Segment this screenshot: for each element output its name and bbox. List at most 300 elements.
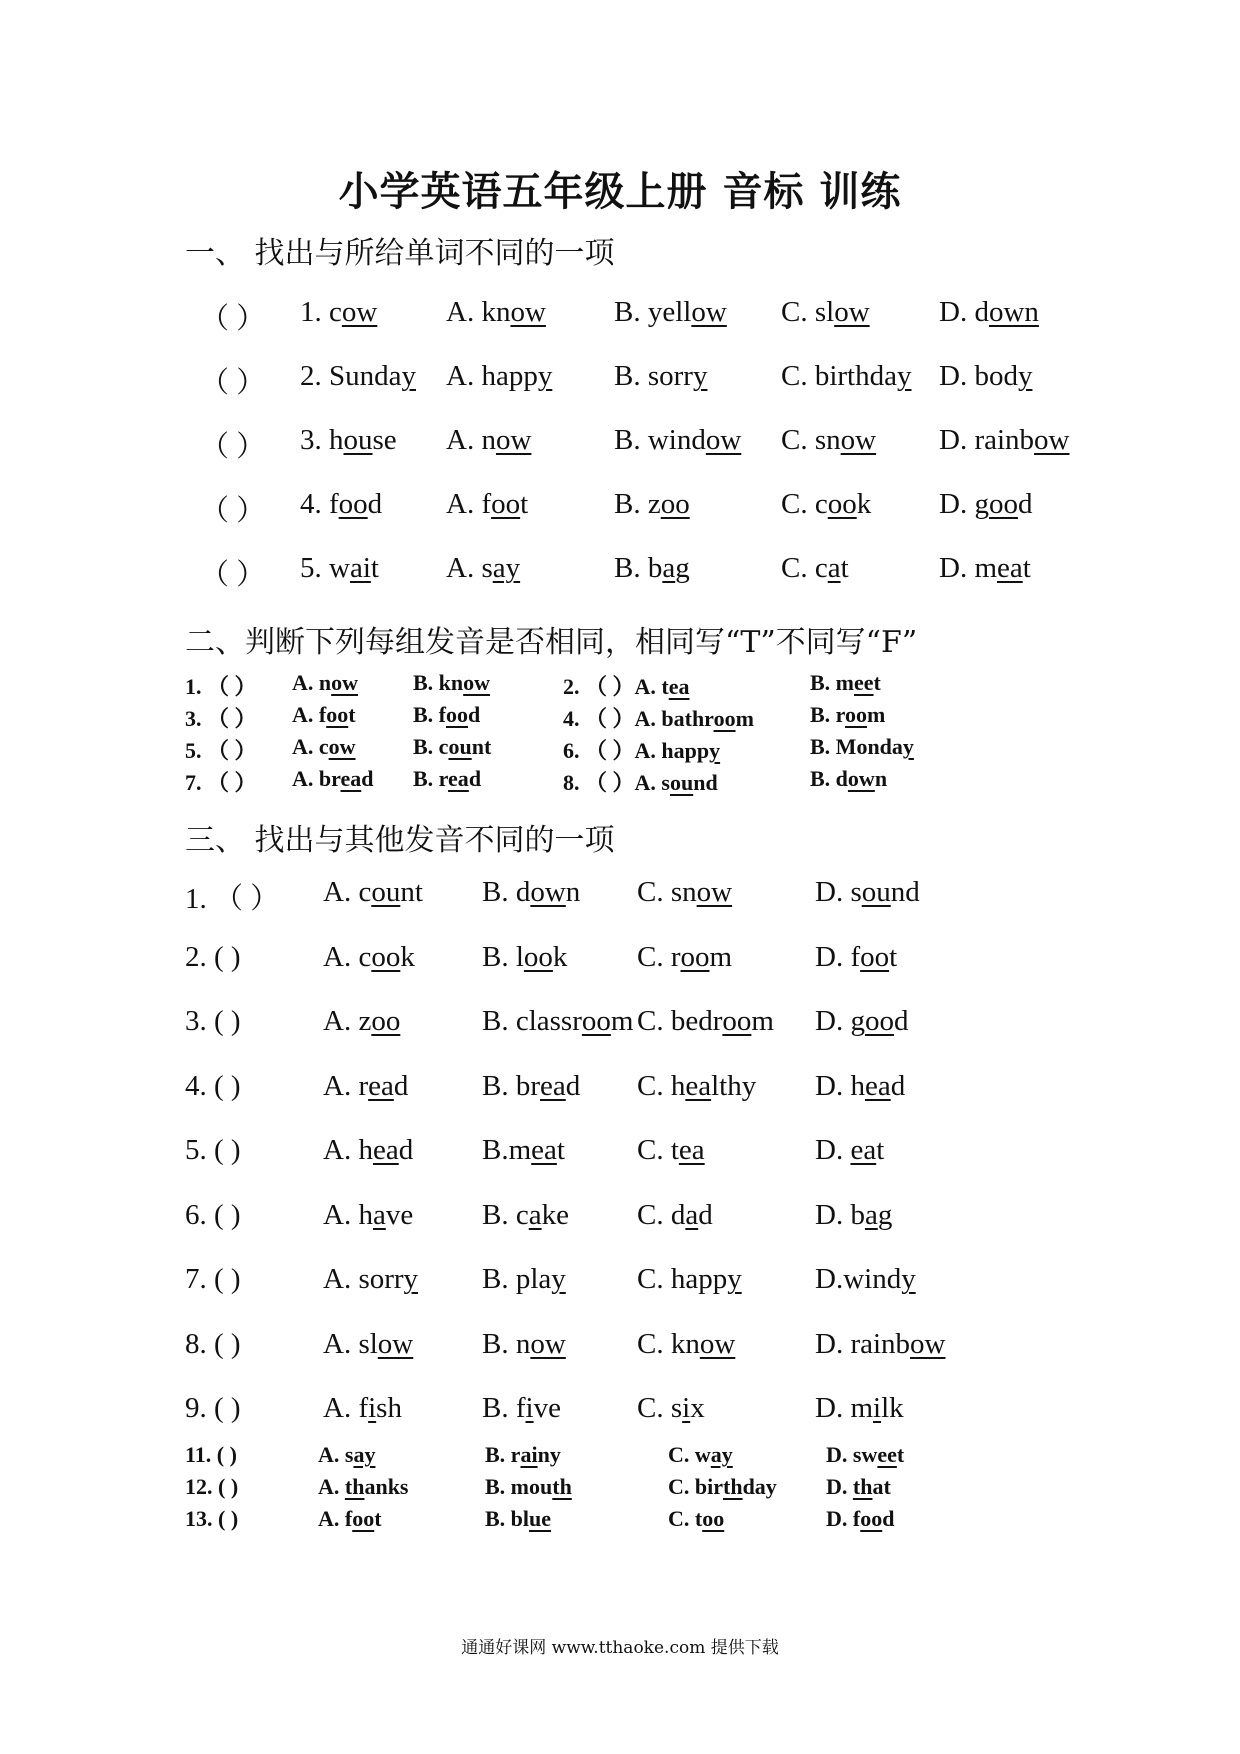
underlined-letters: ow bbox=[1034, 424, 1070, 456]
question-number bbox=[185, 1506, 238, 1532]
underlined-letters: y bbox=[727, 1263, 742, 1295]
underlined-letters: ou bbox=[861, 876, 891, 908]
option-word bbox=[292, 702, 356, 728]
option-word bbox=[668, 1506, 724, 1532]
underlined-letters: ue bbox=[529, 1506, 552, 1531]
word-prefix: A. c bbox=[323, 940, 372, 973]
underlined-letters: oo bbox=[326, 702, 349, 727]
word-suffix: k bbox=[400, 940, 415, 973]
word-prefix: 2. ( ) bbox=[185, 940, 241, 973]
word-prefix: D. bod bbox=[939, 360, 1018, 392]
word-prefix: D.wind bbox=[815, 1263, 902, 1295]
word-suffix: d bbox=[565, 1069, 581, 1102]
word-suffix: m bbox=[867, 702, 886, 727]
word-suffix: m bbox=[735, 706, 754, 731]
underlined-letters: a bbox=[528, 1198, 542, 1231]
word-prefix: 7. ( ) bbox=[185, 1263, 241, 1295]
underlined-letters: ai bbox=[520, 1442, 538, 1467]
option-word bbox=[815, 1070, 905, 1103]
word-suffix: d bbox=[468, 766, 482, 791]
option-word bbox=[781, 488, 871, 521]
word-suffix: ve bbox=[533, 1392, 561, 1424]
word-prefix: B. b bbox=[614, 552, 663, 584]
word-prefix: D. d bbox=[939, 296, 989, 328]
word-prefix: C. sn bbox=[637, 876, 697, 908]
underlined-letters: i bbox=[525, 1392, 534, 1424]
underlined-letters: ea bbox=[540, 1069, 566, 1102]
underlined-letters: ow bbox=[463, 670, 491, 695]
word-prefix: 3. ( ) bbox=[185, 1005, 241, 1037]
option-word bbox=[482, 1392, 561, 1425]
word-suffix: k bbox=[552, 940, 568, 973]
word-prefix: B. f bbox=[482, 1392, 526, 1424]
option-word bbox=[668, 1474, 777, 1500]
question-number bbox=[185, 1199, 241, 1232]
word-prefix: B. wind bbox=[614, 424, 706, 456]
underlined-letters: y bbox=[897, 360, 912, 392]
word-prefix: B. f bbox=[413, 702, 446, 727]
underlined-letters: y bbox=[403, 1263, 419, 1295]
underlined-letters: ea bbox=[678, 1134, 705, 1166]
option-word bbox=[446, 296, 546, 329]
option-word bbox=[810, 734, 914, 760]
word-prefix: 12. ( ) bbox=[185, 1474, 239, 1499]
underlined-letters: ow bbox=[530, 1327, 566, 1360]
underlined-letters: oo bbox=[581, 1005, 611, 1037]
option-word bbox=[637, 876, 732, 909]
word-prefix: B. Monda bbox=[810, 734, 903, 759]
underlined-letters: ow bbox=[510, 296, 546, 328]
question-number bbox=[185, 1474, 238, 1500]
word-prefix: D. m bbox=[815, 1392, 873, 1424]
option-word bbox=[810, 702, 885, 728]
underlined-letters: a bbox=[685, 1198, 699, 1231]
footer-credit: 通通好课网 www.tthaoke.com 提供下载 bbox=[461, 1638, 779, 1658]
word-prefix: C. h bbox=[637, 1069, 686, 1102]
underlined-letters: ow bbox=[847, 766, 875, 791]
underlined-letters: ow bbox=[328, 734, 356, 759]
underlined-letters: ea bbox=[531, 1134, 557, 1166]
word-suffix: t bbox=[889, 940, 898, 973]
word-prefix: 4. （ ）A. bathr bbox=[563, 706, 714, 731]
word-suffix: se bbox=[372, 424, 397, 456]
word-prefix: 1. c bbox=[300, 296, 342, 328]
option-word bbox=[413, 734, 491, 760]
underlined-letters: a bbox=[827, 552, 841, 584]
option-word bbox=[939, 552, 1031, 585]
underlined-letters: ee bbox=[877, 1442, 897, 1467]
underlined-letters: y bbox=[1017, 360, 1033, 392]
option-word bbox=[815, 1134, 884, 1167]
option-word bbox=[413, 702, 480, 728]
option-word bbox=[482, 941, 567, 974]
option-word bbox=[485, 1474, 572, 1500]
underlined-letters: ea bbox=[368, 1069, 394, 1102]
word-prefix: C. bir bbox=[668, 1474, 723, 1499]
word-prefix: 8. ( ) bbox=[185, 1327, 241, 1360]
underlined-letters: ow bbox=[331, 670, 359, 695]
word-prefix: D. f bbox=[826, 1506, 861, 1531]
underlined-letters: ea bbox=[448, 766, 469, 791]
underlined-letters: ow bbox=[530, 876, 566, 908]
underlined-letters: i bbox=[873, 1392, 882, 1424]
underlined-letters: ow bbox=[377, 1327, 414, 1360]
underlined-letters: a bbox=[372, 1198, 386, 1231]
word-prefix: D. rainb bbox=[939, 424, 1035, 456]
underlined-letters: ea bbox=[340, 766, 362, 791]
underlined-letters: ou bbox=[371, 876, 401, 908]
underlined-letters: ea bbox=[997, 552, 1023, 584]
underlined-letters: y bbox=[551, 1263, 566, 1295]
option-word bbox=[939, 296, 1039, 329]
word-suffix: m bbox=[610, 1005, 634, 1037]
word-suffix: d bbox=[893, 1005, 909, 1037]
underlined-letters: oo bbox=[338, 488, 368, 520]
word-prefix: （ ） bbox=[200, 367, 266, 399]
word-prefix: B. c bbox=[482, 1198, 529, 1231]
page-title: 小学英语五年级上册 音标 训练 bbox=[338, 168, 902, 215]
word-prefix: B. l bbox=[482, 940, 524, 973]
section-3-heading: 三、 找出与其他发音不同的一项 bbox=[185, 823, 615, 858]
underlined-letters: i bbox=[682, 1392, 691, 1424]
word-prefix: B. z bbox=[614, 488, 661, 520]
option-word bbox=[826, 1474, 891, 1500]
option-word bbox=[482, 1005, 633, 1038]
underlined-letters: i bbox=[368, 1392, 377, 1424]
word-prefix: D. g bbox=[815, 1005, 865, 1037]
option-word bbox=[939, 488, 1032, 521]
option-word bbox=[563, 670, 689, 701]
word-prefix: D. bbox=[826, 1474, 853, 1499]
word-prefix: B. r bbox=[413, 766, 449, 791]
option-word bbox=[614, 424, 741, 457]
underlined-letters: oo bbox=[491, 488, 521, 520]
option-word bbox=[323, 1199, 413, 1232]
option-word bbox=[563, 734, 720, 765]
word-prefix: B. bl bbox=[485, 1506, 530, 1531]
word-prefix: B. mou bbox=[485, 1474, 553, 1499]
option-word bbox=[482, 876, 580, 909]
word-prefix: B. yell bbox=[614, 296, 692, 328]
question-number bbox=[185, 670, 257, 701]
word-prefix: A. h bbox=[323, 1134, 373, 1166]
underlined-letters: y bbox=[901, 1263, 916, 1295]
word-prefix: A. c bbox=[323, 876, 372, 908]
word-prefix: 4. ( ) bbox=[185, 1069, 241, 1102]
word-suffix: lk bbox=[881, 1392, 904, 1424]
underlined-letters: ou bbox=[343, 424, 373, 456]
option-word bbox=[810, 766, 887, 792]
option-word bbox=[292, 734, 356, 760]
question-number bbox=[185, 1328, 241, 1361]
underlined-letters: oo bbox=[680, 940, 710, 973]
word-prefix: （ ） bbox=[200, 303, 266, 335]
option-word bbox=[292, 670, 358, 696]
word-suffix: d bbox=[882, 1506, 895, 1531]
option-word bbox=[323, 1070, 408, 1103]
word-prefix: B. r bbox=[485, 1442, 521, 1467]
underlined-letters: oo bbox=[860, 1506, 883, 1531]
underlined-letters: own bbox=[988, 296, 1039, 328]
option-word bbox=[446, 424, 531, 457]
word-prefix: A. kn bbox=[446, 296, 511, 328]
section-1-heading: 一、 找出与所给单词不同的一项 bbox=[185, 236, 615, 271]
option-word bbox=[413, 766, 481, 792]
word-prefix: 7. （ ） bbox=[185, 770, 257, 795]
option-word bbox=[413, 670, 490, 696]
word-prefix: C. s bbox=[637, 1392, 683, 1424]
word-prefix: C. birthda bbox=[781, 360, 897, 392]
word-prefix: A. n bbox=[292, 670, 332, 695]
option-word bbox=[482, 1199, 569, 1232]
question-number bbox=[200, 552, 265, 593]
underlined-letters: oo bbox=[371, 1005, 401, 1037]
option-word bbox=[323, 1328, 413, 1361]
question-number bbox=[200, 424, 265, 465]
word-prefix: B. r bbox=[810, 702, 846, 727]
word-suffix: d bbox=[468, 702, 481, 727]
option-word bbox=[323, 1392, 402, 1425]
word-suffix: m bbox=[709, 940, 733, 973]
option-word bbox=[939, 424, 1069, 457]
question-number bbox=[185, 1134, 241, 1167]
option-word bbox=[637, 941, 732, 974]
word-prefix: 4. f bbox=[300, 488, 339, 520]
underlined-letters: ea bbox=[668, 674, 690, 699]
word-suffix: ve bbox=[385, 1198, 414, 1231]
word-suffix: t bbox=[374, 1506, 382, 1531]
question-number bbox=[200, 296, 265, 337]
word-prefix: D. rainb bbox=[815, 1327, 911, 1360]
question-number bbox=[185, 876, 279, 917]
word-prefix: D. b bbox=[815, 1198, 865, 1231]
word-suffix: nt bbox=[471, 734, 492, 759]
word-suffix: ke bbox=[541, 1198, 569, 1231]
word-prefix: C. t bbox=[637, 1134, 679, 1166]
option-word bbox=[318, 1474, 409, 1500]
word-prefix: A. s bbox=[318, 1442, 354, 1467]
option-word bbox=[482, 1263, 566, 1296]
word-suffix: nd bbox=[890, 876, 920, 908]
question-number bbox=[185, 766, 257, 797]
word-prefix: C. c bbox=[781, 552, 828, 584]
underlined-letters: ou bbox=[448, 734, 472, 759]
underlined-letters: oo bbox=[523, 940, 553, 973]
underlined-letters: ay bbox=[710, 1442, 733, 1467]
option-word bbox=[614, 296, 727, 329]
underlined-letters: th bbox=[723, 1474, 743, 1499]
word-suffix: d bbox=[367, 488, 383, 520]
word-prefix: A. n bbox=[446, 424, 496, 456]
word-prefix: D. s bbox=[815, 876, 862, 908]
word-suffix: k bbox=[856, 488, 872, 520]
word-prefix: A. c bbox=[292, 734, 329, 759]
underlined-letters: y bbox=[692, 360, 708, 392]
underlined-letters: oo bbox=[446, 702, 468, 727]
word-prefix: 1. （ ） bbox=[185, 674, 257, 699]
word-suffix: t bbox=[370, 552, 379, 584]
option-word bbox=[668, 1442, 733, 1468]
underlined-letters: oo bbox=[371, 940, 401, 973]
underlined-letters: ow bbox=[699, 1327, 736, 1360]
word-prefix: B. kn bbox=[413, 670, 464, 695]
question-number bbox=[185, 1392, 241, 1425]
underlined-letters: ou bbox=[669, 770, 694, 795]
underlined-letters: ay bbox=[492, 552, 521, 584]
word-prefix: 6. （ ）A. happ bbox=[563, 738, 710, 763]
option-word bbox=[482, 1134, 565, 1167]
option-word bbox=[614, 488, 690, 521]
underlined-letters: y bbox=[902, 734, 914, 759]
word-prefix: C. c bbox=[781, 488, 828, 520]
word-suffix: day bbox=[742, 1474, 777, 1499]
option-word bbox=[614, 552, 690, 585]
word-suffix: t bbox=[876, 1134, 885, 1166]
word-prefix: A. sl bbox=[323, 1327, 378, 1360]
option-word bbox=[781, 552, 849, 585]
question-number bbox=[185, 1070, 241, 1103]
underlined-letters: ow bbox=[341, 296, 378, 328]
option-word bbox=[781, 296, 870, 329]
option-word bbox=[826, 1506, 894, 1532]
option-word bbox=[815, 1328, 945, 1361]
word-suffix: ny bbox=[537, 1442, 561, 1467]
underlined-letters: ea bbox=[372, 1134, 399, 1166]
word-prefix: 5. w bbox=[300, 552, 350, 584]
section-2-heading: 二、判断下列每组发音是否相同，相同写“T”不同写“F” bbox=[185, 625, 918, 660]
word-prefix: C. kn bbox=[637, 1327, 700, 1360]
word-prefix: C. d bbox=[637, 1198, 686, 1231]
question-number bbox=[200, 488, 265, 529]
option-word bbox=[323, 1263, 418, 1296]
word-prefix: A. h bbox=[323, 1198, 373, 1231]
word-suffix: x bbox=[690, 1392, 705, 1424]
word-prefix: 8. （ ）A. s bbox=[563, 770, 670, 795]
word-suffix: t bbox=[1022, 552, 1031, 584]
word-suffix: d bbox=[1017, 488, 1033, 520]
word-prefix: 5. ( ) bbox=[185, 1134, 241, 1166]
option-word bbox=[318, 1506, 382, 1532]
word-prefix: B. br bbox=[482, 1069, 540, 1102]
underlined-letters: ea bbox=[850, 1134, 877, 1166]
underlined-letters: th bbox=[344, 1474, 365, 1499]
underlined-letters: a bbox=[864, 1198, 878, 1231]
word-suffix: n bbox=[874, 766, 888, 791]
underlined-letters: ee bbox=[854, 670, 874, 695]
word-prefix: A. br bbox=[292, 766, 341, 791]
underlined-letters: oo bbox=[660, 488, 690, 520]
option-word bbox=[318, 1442, 375, 1468]
word-prefix: 3. （ ） bbox=[185, 706, 257, 731]
underlined-letters: th bbox=[852, 1474, 873, 1499]
option-word bbox=[323, 1134, 413, 1167]
word-prefix: （ ） bbox=[200, 559, 266, 591]
option-word bbox=[637, 1328, 735, 1361]
option-word bbox=[446, 488, 528, 521]
word-prefix: B. c bbox=[413, 734, 449, 759]
option-word bbox=[815, 876, 920, 909]
underlined-letters: oo bbox=[860, 940, 890, 973]
word-suffix: t bbox=[348, 702, 356, 727]
word-prefix: A. f bbox=[446, 488, 492, 520]
option-word bbox=[939, 360, 1032, 393]
word-suffix: d bbox=[361, 766, 374, 791]
word-prefix: C. t bbox=[668, 1506, 703, 1531]
option-word bbox=[614, 360, 707, 393]
word-suffix: sh bbox=[376, 1392, 402, 1424]
option-word bbox=[300, 488, 382, 521]
word-prefix: B. pla bbox=[482, 1263, 552, 1295]
word-prefix: C. r bbox=[637, 940, 681, 973]
word-prefix: A. r bbox=[323, 1069, 369, 1102]
underlined-letters: oo bbox=[722, 1005, 752, 1037]
question-number bbox=[185, 702, 257, 733]
option-word bbox=[637, 1199, 713, 1232]
underlined-letters: ai bbox=[349, 552, 371, 584]
word-suffix: g bbox=[877, 1198, 893, 1231]
word-prefix: C. sl bbox=[781, 296, 835, 328]
word-prefix: D. m bbox=[939, 552, 997, 584]
word-prefix: 2. （ ）A. t bbox=[563, 674, 669, 699]
underlined-letters: oo bbox=[827, 488, 857, 520]
word-prefix: 9. ( ) bbox=[185, 1392, 241, 1424]
underlined-letters: ow bbox=[840, 424, 877, 456]
word-suffix: nt bbox=[400, 876, 423, 908]
option-word bbox=[810, 670, 881, 696]
word-prefix: 13. ( ) bbox=[185, 1506, 239, 1531]
question-number bbox=[200, 360, 265, 401]
option-word bbox=[815, 1199, 892, 1232]
option-word bbox=[323, 941, 415, 974]
option-word bbox=[637, 1263, 742, 1296]
underlined-letters: ow bbox=[696, 876, 733, 908]
question-number bbox=[185, 1263, 241, 1296]
word-suffix: n bbox=[565, 876, 581, 908]
word-prefix: B.m bbox=[482, 1134, 532, 1166]
option-word bbox=[826, 1442, 904, 1468]
word-prefix: C. bedr bbox=[637, 1005, 723, 1037]
word-prefix: A. f bbox=[318, 1506, 353, 1531]
word-prefix: D. bbox=[815, 1134, 851, 1166]
underlined-letters: oo bbox=[864, 1005, 894, 1037]
word-suffix: d bbox=[890, 1069, 906, 1102]
option-word bbox=[637, 1134, 705, 1167]
question-number bbox=[185, 734, 257, 765]
underlined-letters: y bbox=[537, 360, 553, 392]
underlined-letters: ow bbox=[495, 424, 532, 456]
word-prefix: B. n bbox=[482, 1327, 531, 1360]
word-prefix: C. happ bbox=[637, 1263, 728, 1295]
underlined-letters: oo bbox=[702, 1506, 725, 1531]
word-suffix: t bbox=[520, 488, 529, 520]
option-word bbox=[781, 360, 912, 393]
word-prefix: A. sorr bbox=[323, 1263, 404, 1295]
underlined-letters: oo bbox=[713, 706, 736, 731]
word-suffix: t bbox=[556, 1134, 565, 1166]
option-word bbox=[781, 424, 876, 457]
word-prefix: A. happ bbox=[446, 360, 538, 392]
option-word bbox=[815, 1005, 908, 1038]
word-prefix: D. f bbox=[815, 940, 861, 973]
word-prefix: D. h bbox=[815, 1069, 865, 1102]
word-prefix: C. sn bbox=[781, 424, 841, 456]
underlined-letters: ea bbox=[685, 1069, 712, 1102]
word-prefix: 6. ( ) bbox=[185, 1198, 241, 1231]
option-word bbox=[815, 1392, 904, 1425]
underlined-letters: oo bbox=[845, 702, 868, 727]
word-suffix: nd bbox=[693, 770, 718, 795]
option-word bbox=[637, 1070, 756, 1103]
